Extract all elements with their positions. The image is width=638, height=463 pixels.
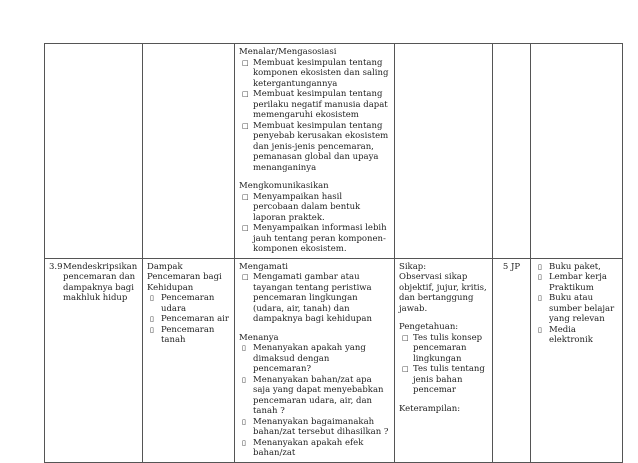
cell-sumber [531, 258, 623, 462]
checkbox-bullet-icon: □ [402, 333, 409, 342]
menanya-block [239, 333, 390, 459]
box-bullet-icon: ▯ [150, 325, 154, 334]
checkbox-bullet-icon: □ [242, 58, 249, 67]
kd-number: 3.9 [49, 261, 63, 272]
sikap-text: Observasi sikap objektif, jujur, kritis, dan bertanggung jawab. [399, 272, 487, 314]
list-item: ▯ Lembar kerja Praktikum [538, 272, 607, 293]
list-item: □ Membuat kesimpulan tentang komponen ekosisten dan saling ketergantungannya [242, 57, 389, 89]
cell-alokasi [493, 258, 531, 462]
table-row [45, 258, 623, 462]
list-item: ▯ Media elektronik [538, 324, 593, 345]
mengamati-block [239, 262, 390, 325]
menanya-list [239, 343, 390, 459]
checkbox-bullet-icon: □ [242, 192, 249, 201]
materi-list [147, 293, 230, 346]
list-item: □ Menyampaikan hasil percobaan dalam bentuk laporan praktek. [242, 191, 361, 223]
cell-materi-empty [143, 44, 235, 259]
cell-penilaian [395, 258, 493, 462]
kd-text: Mendeskripsikan pencemaran dan dampaknya bagi makhluk hidup [63, 261, 138, 303]
checkbox-bullet-icon: □ [242, 121, 249, 130]
list-item: □ Mengamati gambar atau tayangan tentang peristiwa pencemaran lingkungan (udara, air, tanah) dan dampaknya bagi kehidupan [242, 272, 372, 324]
checkbox-bullet-icon: □ [242, 224, 249, 232]
list-item: ▯ Menanyakan apakah efek bahan/zat [242, 437, 364, 458]
list-item: ▯ Menanyakan apakah yang dimaksud dengan pencemaran? [242, 343, 366, 374]
sikap-block [399, 262, 488, 315]
alokasi-waktu: 5 JP [502, 261, 521, 272]
box-bullet-icon: ▯ [538, 294, 542, 302]
pengetahuan-block [399, 322, 488, 396]
checkbox-bullet-icon: □ [242, 273, 249, 281]
list-item: ▯ Pencemaran tanah [150, 324, 215, 345]
mengamati-heading: Mengamati [239, 261, 288, 272]
cell-materi [143, 258, 235, 462]
list-item: □ Membuat kesimpulan tentang perilaku negatif manusia dapat memengaruhi ekosistem [242, 89, 388, 120]
list-item: □ Tes tulis tentang jenis bahan pencemar [402, 364, 485, 395]
list-item: ▯ Pencemaran udara [150, 293, 215, 314]
cell-penilaian-empty [395, 44, 493, 259]
cell-kd [45, 258, 143, 462]
syllabus-table [44, 43, 623, 463]
menalar-heading: Menalar/Mengasosiasi [239, 47, 337, 57]
materi-heading: Dampak Pencemaran bagi Kehidupan [147, 261, 222, 293]
box-bullet-icon: ▯ [242, 375, 246, 384]
list-item: □ Menyampaikan informasi lebih jauh tentang peran komponen-komponen ekosistem. [242, 223, 387, 254]
keterampilan-heading: Keterampilan: [399, 403, 461, 414]
box-bullet-icon: ▯ [242, 417, 246, 426]
checkbox-bullet-icon: □ [242, 90, 249, 98]
list-item: ▯ Menanyakan bagaimanakah bahan/zat tersebut dihasilkan ? [242, 416, 389, 437]
cell-alokasi-empty [493, 44, 531, 259]
list-item: □ Membuat kesimpulan tentang penyebab kerusakan ekosistem dan jenis-jenis pencemaran, pemanasan global dan upaya menanganinya [242, 120, 389, 173]
cell-sumber-empty [531, 44, 623, 259]
list-item: □ Tes tulis konsep pencemaran lingkungan [402, 332, 483, 364]
box-bullet-icon: ▯ [538, 262, 542, 271]
list-item: ▯ Buku atau sumber belajar yang relevan [538, 293, 615, 324]
list-item: ▯ Menanyakan bahan/zat apa saja yang dapat menyebabkan pencemaran udara, air, dan tanah ? [242, 374, 384, 416]
mengkomunikasikan-block [239, 181, 390, 255]
pengetahuan-heading: Pengetahuan: [399, 322, 459, 332]
box-bullet-icon: ▯ [242, 344, 246, 352]
sumber-list [535, 262, 618, 346]
box-bullet-icon: ▯ [242, 438, 246, 447]
cell-kegiatan-main [235, 258, 395, 462]
list-item: ▯ Buku paket, [538, 261, 601, 272]
cell-kd-empty [45, 44, 143, 259]
box-bullet-icon: ▯ [150, 315, 154, 323]
box-bullet-icon: ▯ [538, 325, 542, 334]
checkbox-bullet-icon: □ [402, 365, 409, 373]
menalar-list [239, 58, 390, 174]
mengkomunikasikan-heading: Mengkomunikasikan [239, 181, 329, 191]
table-row [45, 44, 623, 259]
menanya-heading: Menanya [239, 332, 279, 343]
list-item: ▯ Pencemaran air [150, 314, 229, 324]
box-bullet-icon: ▯ [150, 294, 154, 302]
box-bullet-icon: ▯ [538, 273, 542, 281]
menalar-block [239, 47, 390, 173]
cell-kegiatan [235, 44, 395, 259]
pengetahuan-list [399, 333, 488, 396]
mengamati-list [239, 272, 390, 325]
mengkomunikasikan-list [239, 192, 390, 255]
sikap-heading: Sikap: [399, 261, 427, 272]
